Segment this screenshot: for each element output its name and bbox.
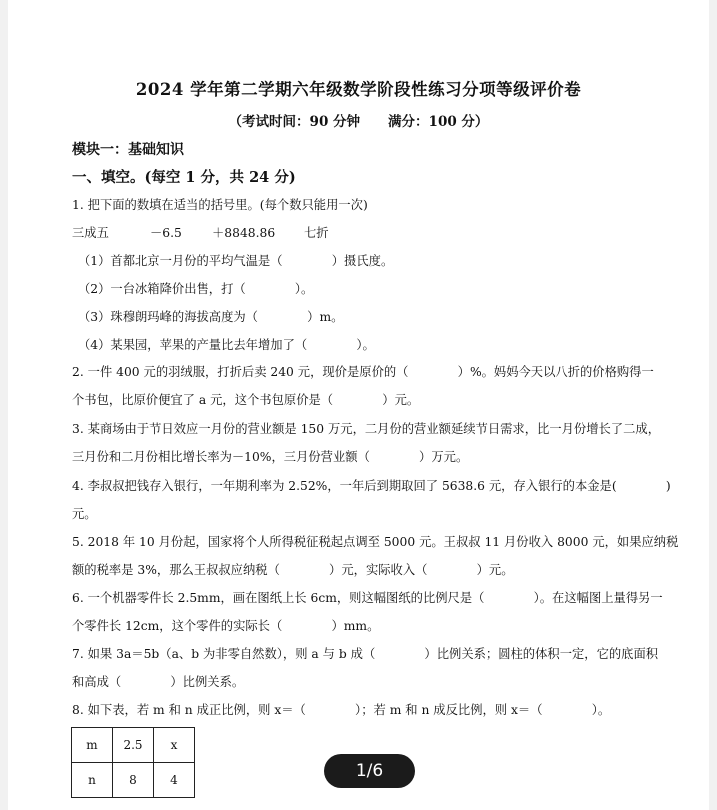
question-line: 额的税率是 3%，那么王叔叔应纳税（ ）元，实际收入（ ）元。 [72, 563, 514, 577]
number-choice: －6.5 [150, 226, 182, 240]
table-cell: n [72, 763, 113, 798]
question-line: 个零件长 12cm，这个零件的实际长（ ）mm。 [72, 619, 380, 633]
table-cell: 8 [113, 763, 154, 798]
question-1-item: （3）珠穆朗玛峰的海拔高度为（ ）m。 [78, 310, 344, 324]
exam-time: （考试时间：90 分钟 [228, 114, 361, 130]
question-line: 7. 如果 3a＝5b（a、b 为非零自然数），则 a 与 b 成（ ）比例关系；圆柱的体积一定，它的底面积 [72, 647, 659, 661]
question-line: 5. 2018 年 10 月份起，国家将个人所得税征税起点调至 5000 元。王叔叔 11 月份收入 8000 元，如果应纳税 [72, 535, 679, 549]
table-cell: x [154, 728, 195, 763]
number-choice: ＋8848.86 [212, 226, 276, 240]
question-line: 4. 李叔叔把钱存入银行，一年期利率为 2.52%，一年后到期取回了 5638.6 元，存入银行的本金是( ) [72, 479, 671, 493]
question-line: 8. 如下表，若 m 和 n 成正比例，则 x＝（ ）；若 m 和 n 成反比例，则 x＝（ ）。 [72, 703, 611, 717]
module-heading: 模块一：基础知识 [72, 142, 184, 158]
document-page [8, 0, 709, 810]
full-score: 满分：100 分） [388, 114, 489, 130]
question-1-item: （4）某果园，苹果的产量比去年增加了（ ）。 [78, 338, 375, 352]
question-1-item: （2）一台冰箱降价出售，打（ ）。 [78, 282, 314, 296]
question-line: 元。 [72, 507, 97, 521]
question-1-prompt: 1. 把下面的数填在适当的括号里。(每个数只能用一次) [72, 198, 368, 212]
table-cell: m [72, 728, 113, 763]
question-line: 6. 一个机器零件长 2.5mm，画在图纸上长 6cm，则这幅图纸的比例尺是（ ）。在这幅图上量得另一 [72, 591, 663, 605]
table-cell: 2.5 [113, 728, 154, 763]
table-row [72, 763, 195, 798]
question-1-item: （1）首都北京一月份的平均气温是（ ）摄氏度。 [78, 254, 394, 268]
section-heading: 一、填空。(每空 1 分，共 24 分) [72, 169, 296, 186]
question-line: 3. 某商场由于节日效应一月份的营业额是 150 万元，二月份的营业额延续节日需求，比一月份增长了二成， [72, 422, 660, 436]
table-cell: 4 [154, 763, 195, 798]
number-choice: 三成五 [72, 226, 109, 240]
table-row [72, 728, 195, 763]
number-choice: 七折 [304, 226, 329, 240]
number-choices [72, 225, 329, 241]
question-line: 和高成（ ）比例关系。 [72, 675, 245, 689]
page-title: 2024 学年第二学期六年级数学阶段性练习分项等级评价卷 [135, 80, 582, 99]
page-indicator[interactable]: 1/6 [324, 754, 415, 788]
proportion-table [71, 727, 195, 798]
question-line: 2. 一件 400 元的羽绒服，打折后卖 240 元，现价是原价的（ ）%。妈妈今天以八折的价格购得一 [72, 365, 654, 379]
question-line: 三月份和二月份相比增长率为－10%，三月份营业额（ ）万元。 [72, 450, 469, 464]
exam-info [8, 110, 709, 130]
question-line: 个书包，比原价便宜了 a 元，这个书包原价是（ ）元。 [72, 393, 420, 407]
